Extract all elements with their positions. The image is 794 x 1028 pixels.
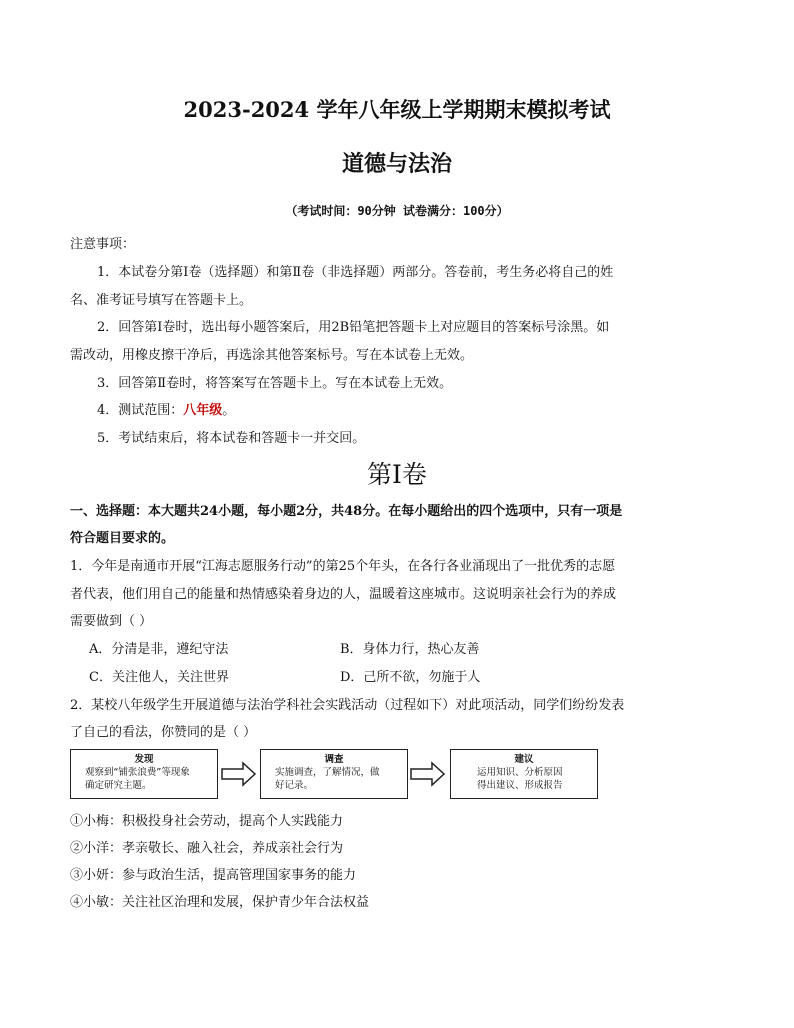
notice-item-5: 5．考试结束后，将本试卷和答题卡一并交回。 (97, 431, 366, 446)
q1-stem-line-1: 1．今年是南通市开展“江海志愿服务行动”的第25个年头，在各行各业涌现出了一批优秀的志愿 (70, 559, 616, 574)
section-instruction-line-1: 一、选择题：本大题共24小题，每小题2分，共48分。在每小题给出的四个选项中，只有一项是 (70, 504, 623, 519)
notice-item-1-line-2: 名、准考证号填写在答题卡上。 (70, 293, 253, 308)
flow-step-discover-line-2: 确定研究主题。 (85, 780, 152, 791)
q2-statement-3: ③小妍：参与政治生活，提高管理国家事务的能力 (70, 868, 357, 883)
q1-option-c: C．关注他人，关注世界 (89, 670, 229, 685)
flow-step-investigate-line-1: 实施调查，了解情况，做 (275, 767, 380, 778)
flow-step-suggest-title: 建议 (514, 754, 534, 765)
notice-item-4-prefix: 4．测试范围： (97, 403, 184, 418)
subject-title: 道德与法治 (341, 151, 452, 177)
notice-heading: 注意事项： (70, 237, 136, 252)
section-instruction-line-2: 符合题目要求的。 (70, 531, 175, 546)
flow-step-suggest-line-2: 得出建议、形成报告 (477, 780, 563, 791)
q1-option-b: B．身体力行，热心友善 (340, 642, 480, 657)
notice-item-2-line-2: 需改动，用橡皮擦干净后，再选涂其他答案标号。写在本试卷上无效。 (70, 348, 474, 363)
notice-item-2-line-1: 2．回答第Ⅰ卷时，选出每小题答案后，用2B铅笔把答题卡上对应题目的答案标号涂黑。如 (97, 320, 610, 335)
q1-stem-line-3: 需要做到（ ） (70, 614, 153, 629)
q2-stem-line-2: 了自己的看法，你赞同的是（ ） (70, 725, 257, 740)
flow-step-suggest-line-1: 运用知识、分析原因 (477, 767, 563, 778)
flow-step-suggest (450, 749, 598, 799)
exam-info: （考试时间：90分钟 试卷满分：100分） (285, 204, 509, 218)
notice-item-3: 3．回答第Ⅱ卷时，将答案写在答题卡上。写在本试卷上无效。 (97, 376, 453, 391)
exam-title: 2023-2024 学年八年级上学期期末模拟考试 (183, 97, 611, 122)
flow-arrow-right-icon (221, 761, 257, 787)
q2-statement-2: ②小洋：孝亲敬长、融入社会，养成亲社会行为 (70, 841, 344, 856)
flow-step-investigate-title: 调查 (324, 754, 344, 765)
flow-step-investigate-line-2: 好记录。 (275, 780, 314, 791)
flow-arrow-right-icon (410, 761, 446, 787)
flow-step-investigate (260, 749, 408, 799)
flow-step-discover (70, 749, 218, 799)
flow-step-discover-line-1: 观察到“铺张浪费”等现象 (85, 767, 190, 778)
q1-stem-line-2: 者代表，他们用自己的能量和热情感染着身边的人，温暖着这座城市。这说明亲社会行为的养成 (70, 587, 617, 602)
test-range: 八年级 (183, 403, 223, 418)
q1-option-a: A．分清是非，遵纪守法 (89, 642, 229, 657)
q1-option-d: D．己所不欲，勿施于人 (340, 670, 481, 685)
notice-item-4-suffix: 。 (222, 403, 236, 418)
notice-item-1-line-1: 1．本试卷分第Ⅰ卷（选择题）和第Ⅱ卷（非选择题）两部分。答卷前，考生务必将自己的姓 (97, 265, 614, 280)
flow-step-discover-title: 发现 (134, 754, 154, 765)
q2-statement-4: ④小敏：关注社区治理和发展，保护青少年合法权益 (70, 895, 370, 910)
q2-stem-line-1: 2．某校八年级学生开展道德与法治学科社会实践活动（过程如下）对此项活动，同学们纷纷发表 (70, 698, 625, 713)
section-title: 第Ⅰ卷 (367, 460, 427, 489)
q2-statement-1: ①小梅：积极投身社会劳动，提高个人实践能力 (70, 814, 344, 829)
notice-item-4 (97, 399, 235, 418)
